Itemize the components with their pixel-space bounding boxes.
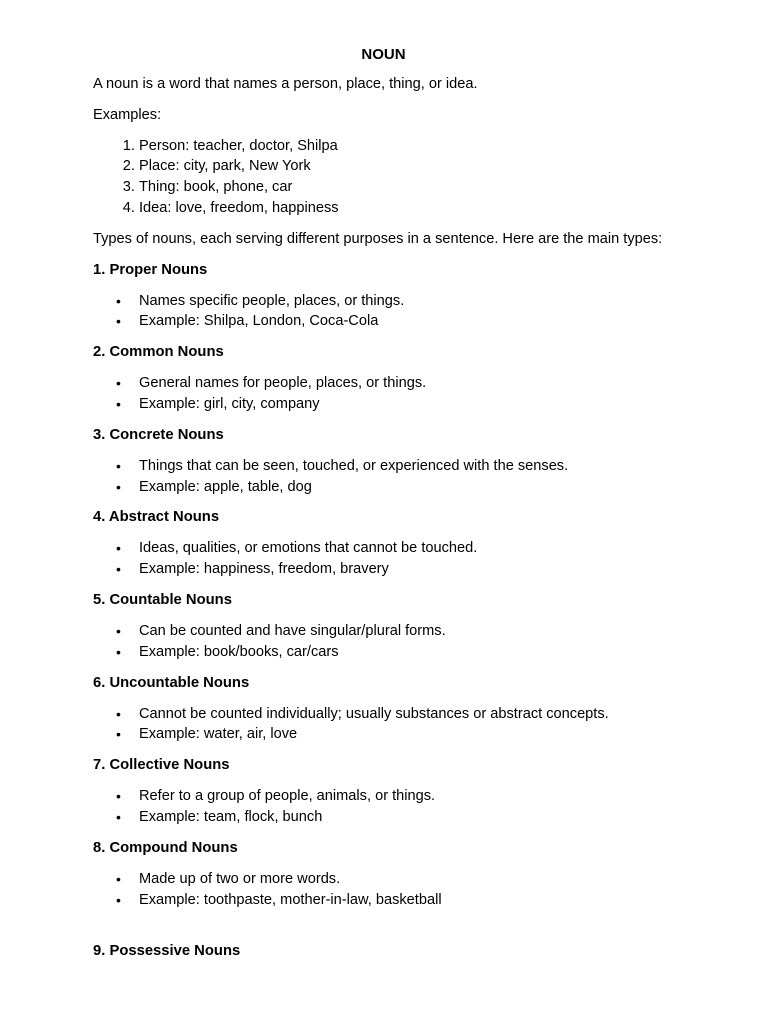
section-heading-concrete-nouns: 3. Concrete Nouns (93, 426, 224, 443)
list-item (93, 456, 674, 477)
list-item (93, 559, 674, 580)
list-item-text: Example: happiness, freedom, bravery (139, 561, 389, 578)
list-item (93, 890, 674, 911)
list-item (93, 311, 674, 332)
list-item-text: Example: book/books, car/cars (139, 643, 339, 660)
bullet-icon: • (116, 457, 121, 474)
list-item-text: Ideas, qualities, or emotions that cannot be touched. (139, 540, 478, 557)
bullet-icon: • (116, 643, 121, 660)
example-item-person: 1. Person: teacher, doctor, Shilpa (139, 136, 674, 157)
bullet-icon: • (116, 788, 121, 805)
list-item (93, 477, 674, 498)
list-item-text: Refer to a group of people, animals, or things. (139, 788, 436, 805)
example-item-idea: 4. Idea: love, freedom, happiness (139, 198, 674, 219)
list-item (93, 538, 674, 559)
bullet-icon: • (116, 540, 121, 557)
list-item (93, 373, 674, 394)
section-heading-possessive-nouns: 9. Possessive Nouns (93, 943, 241, 960)
list-item-text: Cannot be counted individually; usually substances or abstract concepts. (139, 705, 609, 722)
list-item-text: Things that can be seen, touched, or experienced with the senses. (139, 457, 569, 474)
page-title: NOUN (361, 46, 406, 63)
list-item-text: Example: toothpaste, mother-in-law, basketball (139, 891, 442, 908)
examples-list (93, 136, 674, 219)
section-spacer (93, 920, 674, 941)
bullet-icon: • (116, 292, 121, 309)
section-heading-proper-nouns: 1. Proper Nouns (93, 261, 208, 278)
list-item-text: Example: team, flock, bunch (139, 808, 323, 825)
list-item-text: Example: girl, city, company (139, 395, 320, 412)
list-item-text: Made up of two or more words. (139, 870, 341, 887)
section-points-abstract-nouns (93, 538, 674, 580)
types-intro-text: Types of nouns, each serving different purposes in a sentence. Here are the main types: (93, 230, 663, 247)
bullet-icon: • (116, 395, 121, 412)
section-heading-compound-nouns: 8. Compound Nouns (93, 839, 238, 856)
examples-label: Examples: (93, 106, 162, 123)
bullet-icon: • (116, 375, 121, 392)
example-item-place: 2. Place: city, park, New York (139, 156, 674, 177)
definition-text: A noun is a word that names a person, place, thing, or idea. (93, 76, 478, 92)
list-item (93, 621, 674, 642)
bullet-icon: • (116, 313, 121, 330)
bullet-icon: • (116, 561, 121, 578)
list-item-text: Example: Shilpa, London, Coca-Cola (139, 313, 379, 330)
bullet-icon: • (116, 808, 121, 825)
bullet-icon: • (116, 478, 121, 495)
list-item (93, 291, 674, 312)
section-points-compound-nouns (93, 869, 674, 911)
section-points-collective-nouns (93, 786, 674, 828)
section-points-countable-nouns (93, 621, 674, 663)
list-item-text: General names for people, places, or things. (139, 375, 427, 392)
list-item (93, 786, 674, 807)
section-heading-abstract-nouns: 4. Abstract Nouns (93, 509, 220, 526)
section-points-proper-nouns (93, 291, 674, 333)
bullet-icon: • (116, 622, 121, 639)
section-points-common-nouns (93, 373, 674, 415)
section-heading-collective-nouns: 7. Collective Nouns (93, 757, 230, 774)
bullet-icon: • (116, 891, 121, 908)
list-item (93, 724, 674, 745)
bullet-icon: • (116, 870, 121, 887)
list-item-text: Can be counted and have singular/plural forms. (139, 622, 446, 639)
bullet-icon: • (116, 726, 121, 743)
list-item (93, 642, 674, 663)
list-item-text: Example: water, air, love (139, 726, 298, 743)
section-points-uncountable-nouns (93, 704, 674, 746)
list-item (93, 394, 674, 415)
list-item (93, 807, 674, 828)
section-heading-countable-nouns: 5. Countable Nouns (93, 591, 232, 608)
section-heading-common-nouns: 2. Common Nouns (93, 344, 224, 361)
section-heading-uncountable-nouns: 6. Uncountable Nouns (93, 674, 250, 691)
list-item-text: Example: apple, table, dog (139, 478, 312, 495)
example-item-thing: 3. Thing: book, phone, car (139, 177, 674, 198)
list-item (93, 869, 674, 890)
list-item (93, 704, 674, 725)
section-points-concrete-nouns (93, 456, 674, 498)
bullet-icon: • (116, 705, 121, 722)
list-item-text: Names specific people, places, or things. (139, 292, 405, 309)
